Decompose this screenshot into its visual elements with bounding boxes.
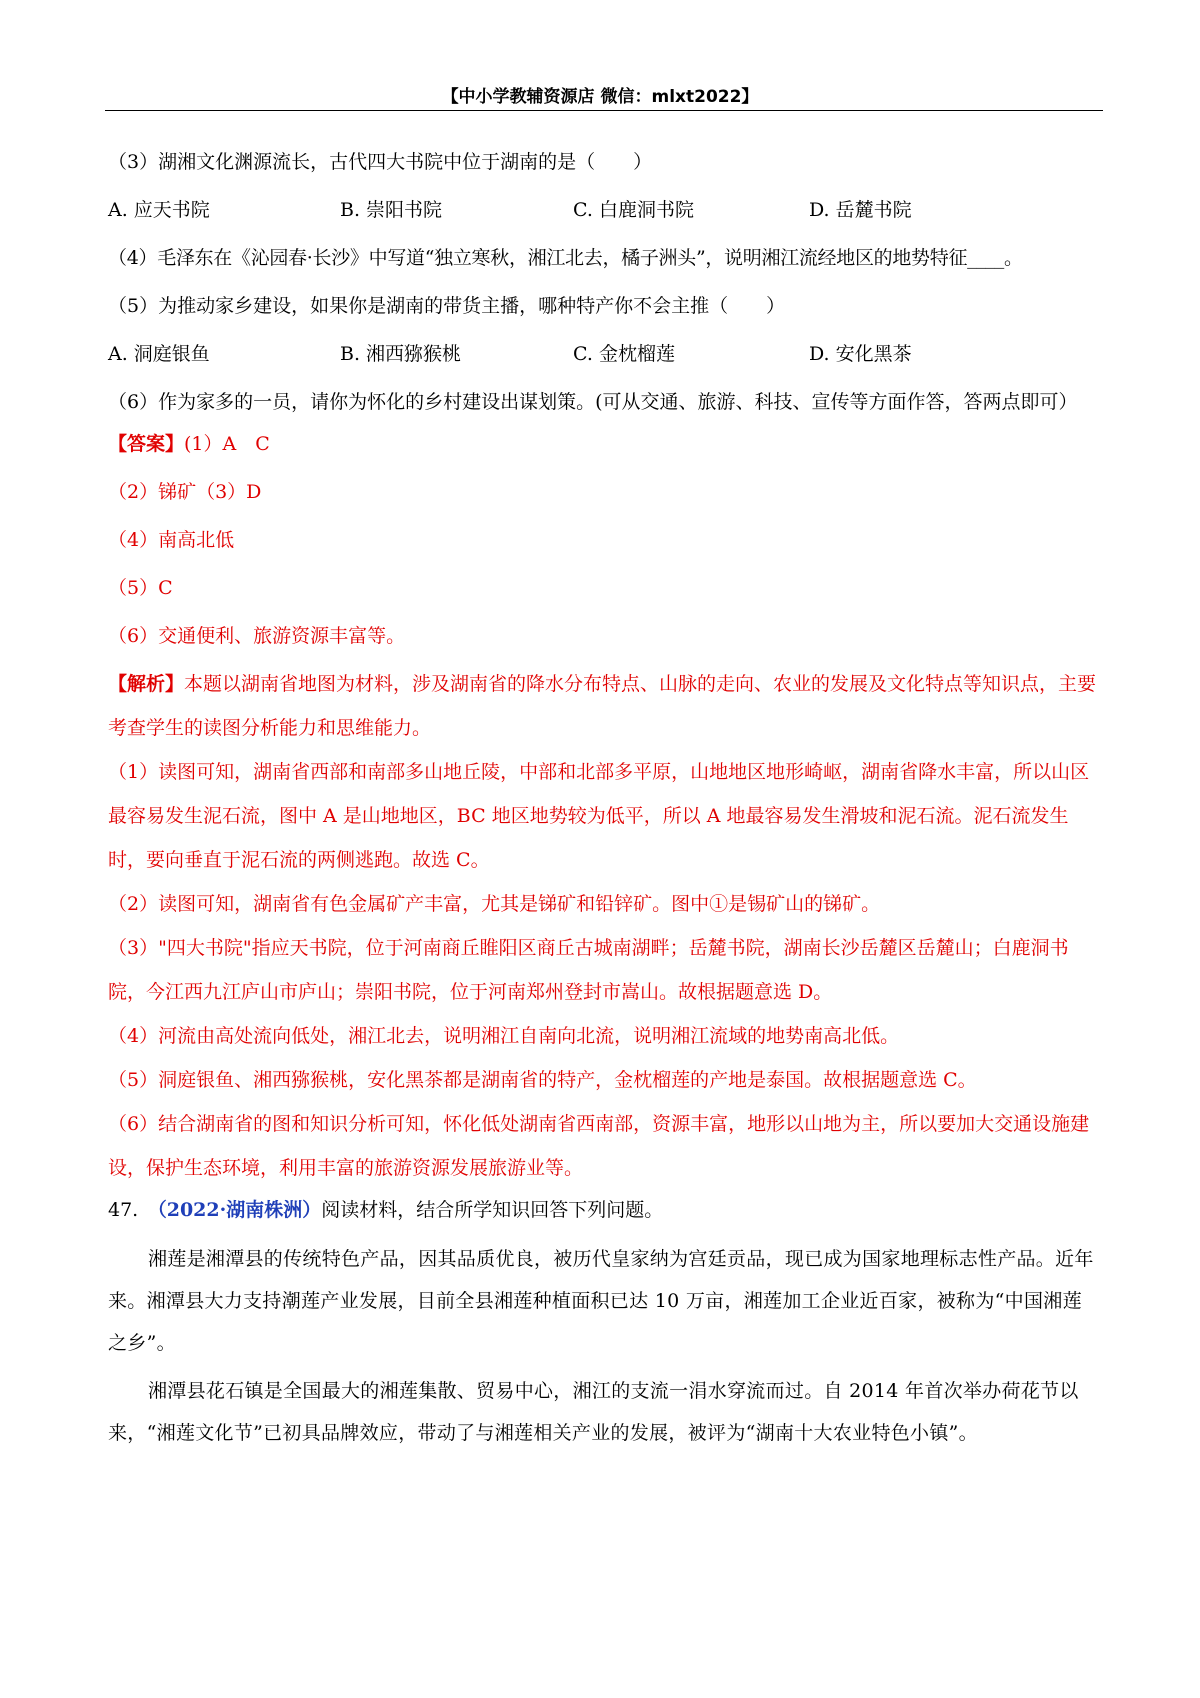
- question-5-options: [108, 340, 1100, 368]
- option-d: D. 岳麓书院: [809, 199, 912, 221]
- analysis-4: （4）河流由高处流向低处，湘江北去，说明湘江自南向北流，说明湘江流域的地势南高北低。: [108, 1025, 900, 1047]
- answer-1: (1）A C: [184, 433, 270, 455]
- option-a: A. 应天书院: [108, 199, 210, 221]
- question-47-text: 阅读材料，结合所学知识回答下列问题。: [321, 1199, 664, 1221]
- header-rule: [105, 110, 1103, 111]
- document-body: [108, 148, 1100, 1460]
- analysis-5: （5）洞庭银鱼、湘西猕猴桃，安化黑茶都是湖南省的特产，金枕榴莲的产地是泰国。故根据题意选 C。: [108, 1069, 977, 1091]
- question-6: （6）作为家多的一员，请你为怀化的乡村建设出谋划策。(可从交通、旅游、科技、宣传等方面作答，答两点即可）: [108, 391, 1078, 413]
- material-paragraph-2: 湘潭县花石镇是全国最大的湘莲集散、贸易中心，湘江的支流一涓水穿流而过。自 2014 年首次举办荷花节以来，“湘莲文化节”已初具品牌效应，带动了与湘莲相关产业的发展，被评为“湖南十大农业特色小镇”。: [108, 1380, 1079, 1444]
- answer-line-2: （2）锑矿（3）D: [108, 481, 262, 503]
- question-number: 47.: [108, 1199, 158, 1221]
- question-5: （5）为推动家乡建设，如果你是湖南的带货主播，哪种特产你不会主推（ ）: [108, 295, 786, 317]
- option-c: C. 白鹿洞书院: [573, 199, 694, 221]
- analysis-3: （3）"四大书院"指应天书院，位于河南商丘睢阳区商丘古城南湖畔；岳麓书院，湖南长沙岳麓区岳麓山；白鹿洞书院，今江西九江庐山市庐山；崇阳书院，位于河南郑州登封市嵩山。故根据题意选 D。: [108, 937, 1069, 1003]
- page-header: 【中小学教辅资源店 微信：mlxt2022】: [441, 87, 759, 107]
- answer-tag: 【答案】: [108, 433, 185, 455]
- analysis-1: （1）读图可知，湖南省西部和南部多山地丘陵，中部和北部多平原，山地地区地形崎岖，湖南省降水丰富，所以山区最容易发生泥石流，图中 A 是山地地区，BC 地区地势较为低平，所以 A 地最容易发生滑坡和泥石流。泥石流发生时，要向垂直于泥石流的两侧逃跑。故选 C。: [108, 761, 1090, 871]
- option-b: B. 湘西猕猴桃: [340, 343, 462, 365]
- answer-line-5: （6）交通便利、旅游资源丰富等。: [108, 625, 406, 647]
- question-3: （3）湖湘文化渊源流长，古代四大书院中位于湖南的是（ ）: [108, 151, 653, 173]
- answer-line-3: （4）南高北低: [108, 529, 235, 551]
- analysis-intro: [108, 662, 1100, 750]
- analysis-intro-text: 本题以湖南省地图为材料，涉及湖南省的降水分布特点、山脉的走向、农业的发展及文化特点等知识点，主要考查学生的读图分析能力和思维能力。: [108, 673, 1097, 739]
- question-4: （4）毛泽东在《沁园春·长沙》中写道“独立寒秋，湘江北去，橘子洲头”，说明湘江流经地区的地势特征____。: [108, 247, 1023, 269]
- question-47: [108, 1196, 1100, 1224]
- question-source: （2022·湖南株洲）: [157, 1199, 322, 1221]
- material-paragraph-1: 湘莲是湘潭县的传统特色产品，因其品质优良，被历代皇家纳为宫廷贡品，现已成为国家地理标志性产品。近年来。湘潭县大力支持潮莲产业发展，目前全县湘莲种植面积已达 10 万亩，湘莲加工企业近百家，被称为“中国湘莲之乡”。: [108, 1248, 1094, 1354]
- question-3-options: [108, 196, 1100, 224]
- option-d: D. 安化黑茶: [809, 343, 912, 365]
- analysis-6: （6）结合湖南省的图和知识分析可知，怀化低处湖南省西南部，资源丰富，地形以山地为主，所以要加大交通设施建设，保护生态环境，利用丰富的旅游资源发展旅游业等。: [108, 1113, 1090, 1179]
- analysis-tag: 【解析】: [108, 673, 185, 695]
- option-a: A. 洞庭银鱼: [108, 343, 210, 365]
- option-c: C. 金枕榴莲: [573, 343, 675, 365]
- answer-line-4: （5）C: [108, 577, 173, 599]
- answer-line-1: [108, 430, 1100, 458]
- analysis-2: （2）读图可知，湖南省有色金属矿产丰富，尤其是锑矿和铅锌矿。图中①是锡矿山的锑矿。: [108, 893, 881, 915]
- option-b: B. 崇阳书院: [340, 199, 443, 221]
